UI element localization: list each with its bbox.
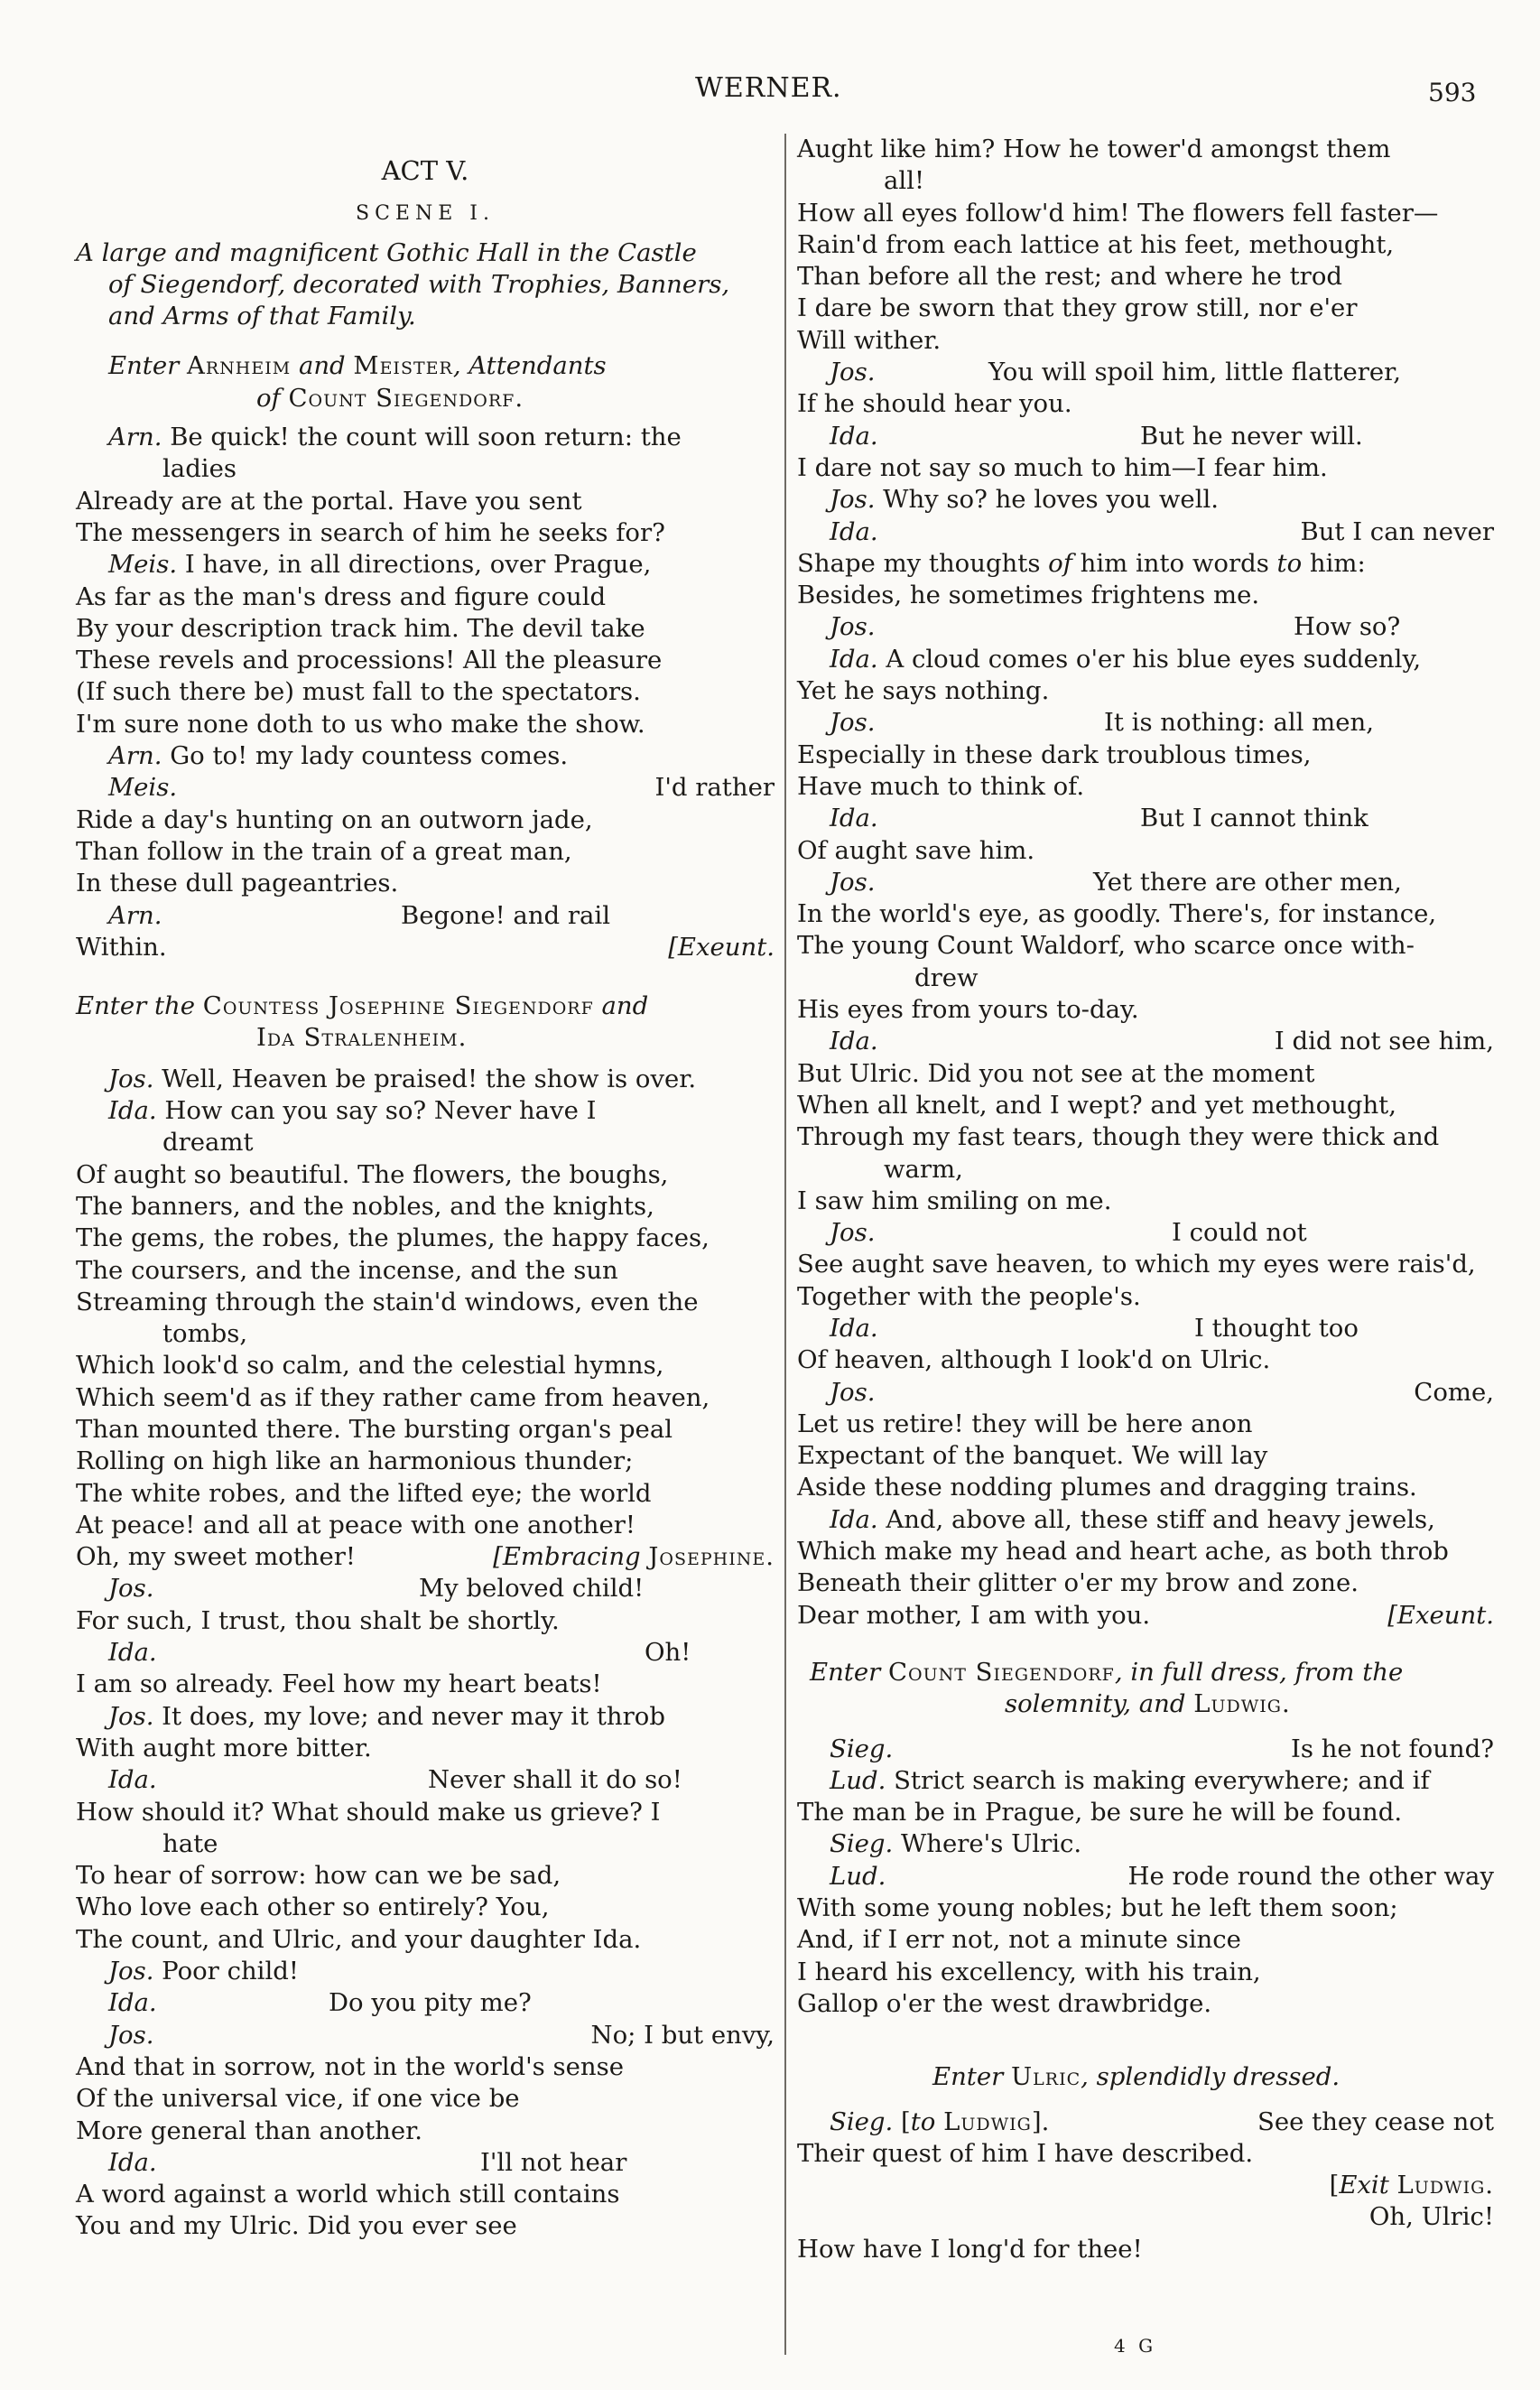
- stage-direction: of Count Siegendorf.: [256, 383, 524, 413]
- verse-line: Arn. Go to! my lady countess comes.: [108, 741, 569, 771]
- verse-line: Jos. Well, Heaven be praised! the show is over.: [108, 1064, 697, 1093]
- speaker: Ida.: [830, 516, 878, 546]
- verse-line: drew: [914, 963, 979, 992]
- verse-line: Dear mother, I am with you. [Exeunt.: [797, 1600, 1494, 1630]
- setting-line: A large and magnificent Gothic Hall in the Castle: [76, 237, 697, 267]
- verse-line: Sieg. Is he not found?: [830, 1734, 1494, 1763]
- speaker: Jos.: [830, 1218, 876, 1248]
- speaker: Ida.: [830, 421, 878, 451]
- scene-heading: SCENE I.: [356, 202, 495, 226]
- verse-line: warm,: [884, 1154, 963, 1184]
- verse-line: hate: [162, 1828, 218, 1858]
- speaker: Sieg.: [830, 2106, 894, 2136]
- stage-direction: Ida Stralenheim.: [256, 1023, 467, 1053]
- verse-line: Beneath their glitter o'er my brow and zone.: [797, 1568, 1359, 1598]
- verse-line: In these dull pageantries.: [76, 869, 399, 898]
- verse-line: Oh, Ulric!: [1368, 2202, 1494, 2232]
- verse-line: Within. [Exeunt.: [76, 932, 775, 962]
- signature-mark: 4 G: [1114, 2335, 1157, 2357]
- verse-line: You and my Ulric. Did you ever see: [76, 2211, 517, 2241]
- act-heading: ACT V.: [381, 155, 469, 186]
- verse-line: Ida. Never shall it do so!: [108, 1765, 682, 1795]
- verse-line: Ride a day's hunting on an outworn jade,: [76, 804, 593, 834]
- verse-line: The white robes, and the lifted eye; the world: [76, 1478, 652, 1508]
- verse-line: Jos. I could not: [830, 1218, 1307, 1248]
- verse-line: But Ulric. Did you not see at the moment: [797, 1058, 1315, 1088]
- verse-line: Of the universal vice, if one vice be: [76, 2084, 520, 2114]
- verse-line: I dare not say so much to him—I fear him.: [797, 452, 1328, 482]
- verse-line: Rolling on high like an harmonious thunder;: [76, 1446, 634, 1476]
- verse-line: Ida. I'll not hear: [108, 2147, 627, 2177]
- verse-line: By your description track him. The devil take: [76, 613, 645, 643]
- verse-line: Gallop o'er the west drawbridge.: [797, 1988, 1212, 2018]
- verse-line: Meis. I'd rather: [108, 773, 775, 803]
- verse-line: To hear of sorrow: how can we be sad,: [76, 1861, 561, 1891]
- verse-line: (If such there be) must fall to the spectators.: [76, 677, 641, 707]
- verse-line: Jos. Come,: [830, 1377, 1494, 1407]
- verse-line: The count, and Ulric, and your daughter Ida.: [76, 1924, 642, 1954]
- verse-line: Ida. A cloud comes o'er his blue eyes suddenly,: [830, 644, 1422, 674]
- verse-line: How have I long'd for thee!: [797, 2234, 1143, 2264]
- verse-line: Besides, he sometimes frightens me.: [797, 581, 1260, 610]
- verse-line: Jos. It does, my love; and never may it throb: [108, 1701, 665, 1731]
- verse-line: Ida. But I cannot think: [830, 804, 1368, 833]
- verse-line: Than follow in the train of a great man,: [76, 836, 572, 866]
- verse-line: Have much to think of.: [797, 771, 1085, 801]
- speaker: Jos.: [108, 1957, 154, 1986]
- verse-line: Oh, my sweet mother! [Embracing Josephine.: [76, 1542, 775, 1572]
- speaker: Ida.: [830, 804, 878, 833]
- verse-line: Will wither.: [797, 325, 942, 355]
- speaker: Arn.: [108, 423, 162, 452]
- verse-line: Aside these nodding plumes and dragging trains.: [797, 1473, 1417, 1502]
- setting-line: and Arms of that Family.: [108, 302, 416, 331]
- right-column: [797, 134, 1494, 2265]
- verse-line: These revels and processions! All the pleasure: [76, 646, 663, 675]
- verse-line: tombs,: [162, 1319, 248, 1349]
- verse-line: Let us retire! they will be here anon: [797, 1409, 1253, 1438]
- speaker: Jos.: [830, 612, 876, 642]
- speaker: Lud.: [830, 1861, 886, 1891]
- verse-line: I am so already. Feel how my heart beats!: [76, 1669, 602, 1699]
- verse-line: Meis. I have, in all directions, over Prague,: [108, 550, 652, 580]
- verse-line: Lud. Strict search is making everywhere; and if: [830, 1765, 1430, 1795]
- verse-line: Ida. I thought too: [830, 1313, 1359, 1343]
- column-divider: [784, 134, 786, 2355]
- verse-line: Through my fast tears, though they were thick and: [797, 1122, 1440, 1152]
- verse-line: all!: [884, 166, 925, 196]
- verse-line: The gems, the robes, the plumes, the happy faces,: [76, 1223, 710, 1253]
- speaker: Arn.: [108, 741, 162, 771]
- verse-line: Jos. You will spoil him, little flatterer,: [830, 358, 1402, 387]
- verse-line: Ida. But I can never: [830, 516, 1494, 546]
- speaker: Ida.: [108, 1638, 157, 1668]
- verse-line: Jos. Poor child!: [108, 1957, 299, 1986]
- stage-direction: Enter Arnheim and Meister, Attendants: [108, 351, 607, 381]
- verse-line: How all eyes follow'd him! The flowers fell faster—: [797, 198, 1439, 228]
- verse-line: Already are at the portal. Have you sent: [76, 486, 582, 516]
- speaker: Ida.: [830, 1313, 878, 1343]
- verse-line: Ida. I did not see him,: [830, 1027, 1494, 1056]
- verse-line: Yet he says nothing.: [797, 676, 1050, 706]
- left-column: [76, 135, 775, 2243]
- speaker: Sieg.: [830, 1829, 894, 1859]
- verse-line: See aught save heaven, to which my eyes were rais'd,: [797, 1250, 1476, 1279]
- verse-line: With some young nobles; but he left them soon;: [797, 1893, 1398, 1923]
- speaker: Sieg.: [830, 1734, 894, 1763]
- verse-line: Who love each other so entirely? You,: [76, 1892, 550, 1922]
- verse-line: Expectant of the banquet. We will lay: [797, 1441, 1268, 1471]
- verse-line: I saw him smiling on me.: [797, 1186, 1112, 1215]
- speaker: Jos.: [830, 485, 876, 515]
- speaker: Ida.: [108, 2147, 157, 2177]
- verse-line: Aught like him? How he tower'd amongst them: [797, 135, 1391, 163]
- verse-line: Ida. But he never will.: [830, 421, 1363, 451]
- speaker: Jos.: [108, 2020, 154, 2050]
- speaker: Ida.: [108, 1988, 157, 2018]
- verse-line: Of aught so beautiful. The flowers, the boughs,: [76, 1159, 669, 1189]
- verse-line: I heard his excellency, with his train,: [797, 1957, 1261, 1986]
- verse-line: Shape my thoughts of him into words to him:: [797, 548, 1366, 578]
- speaker: Lud.: [830, 1765, 886, 1795]
- stage-direction: Enter Ulric, splendidly dressed.: [932, 2062, 1341, 2092]
- verse-line: Ida. Do you pity me?: [108, 1988, 532, 2018]
- verse-line: How should it? What should make us grieve? I: [76, 1797, 661, 1827]
- verse-line: And that in sorrow, not in the world's sense: [76, 2051, 625, 2081]
- verse-line: Sieg. Where's Ulric.: [830, 1829, 1082, 1859]
- speaker: Meis.: [108, 773, 178, 803]
- speaker: Ida.: [830, 644, 878, 674]
- verse-line: Which look'd so calm, and the celestial hymns,: [76, 1351, 664, 1381]
- verse-line: Than mounted there. The bursting organ's peal: [76, 1414, 673, 1444]
- verse-line: Arn. Begone! and rail: [108, 900, 611, 930]
- verse-line: The banners, and the nobles, and the knights,: [76, 1191, 654, 1221]
- page-title: WERNER.: [695, 72, 842, 104]
- verse-line: I'm sure none doth to us who make the show.: [76, 709, 645, 739]
- verse-line: The messengers in search of him he seeks for?: [76, 517, 665, 547]
- verse-line: Of heaven, although I look'd on Ulric.: [797, 1345, 1271, 1375]
- verse-line: Lud. He rode round the other way: [830, 1861, 1494, 1891]
- speaker: Meis.: [108, 550, 178, 580]
- verse-line: Especially in these dark troublous times,: [797, 739, 1312, 769]
- verse-line: Together with the people's.: [797, 1281, 1141, 1311]
- speaker: Ida.: [108, 1096, 157, 1126]
- verse-line: Rain'd from each lattice at his feet, methought,: [797, 229, 1395, 259]
- verse-line: I dare be sworn that they grow still, nor e'er: [797, 293, 1358, 323]
- verse-line: Ida. How can you say so? Never have I: [108, 1096, 597, 1126]
- verse-line: When all knelt, and I wept? and yet methought,: [797, 1090, 1396, 1120]
- verse-line: Ida. And, above all, these stiff and heavy jewels,: [830, 1504, 1435, 1534]
- verse-line: The man be in Prague, be sure he will be found.: [797, 1798, 1403, 1827]
- verse-line: In the world's eye, as goodly. There's, for instance,: [797, 899, 1437, 929]
- verse-line: Jos. Yet there are other men,: [830, 867, 1402, 897]
- verse-line: dreamt: [162, 1128, 254, 1158]
- verse-line: If he should hear you.: [797, 389, 1072, 419]
- verse-line: Their quest of him I have described.: [797, 2138, 1254, 2168]
- verse-line: The young Count Waldorf, who scarce once with-: [797, 931, 1415, 961]
- speaker: Ida.: [830, 1027, 878, 1056]
- verse-line: The coursers, and the incense, and the sun: [76, 1255, 618, 1285]
- verse-line: At peace! and all at peace with one another!: [76, 1510, 635, 1539]
- verse-line: Jos. My beloved child!: [108, 1574, 645, 1604]
- running-head: [0, 72, 1540, 108]
- verse-line: For such, I trust, thou shalt be shortly.: [76, 1605, 560, 1635]
- speaker: Ida.: [830, 1504, 878, 1534]
- speaker: Jos.: [830, 358, 876, 387]
- verse-line: More general than another.: [76, 2116, 422, 2145]
- verse-line: Streaming through the stain'd windows, even the: [76, 1287, 699, 1316]
- stage-direction: solemnity, and Ludwig.: [1005, 1689, 1290, 1719]
- verse-line: With aught more bitter.: [76, 1733, 372, 1762]
- speaker: Ida.: [108, 1765, 157, 1795]
- verse-line: Than before all the rest; and where he trod: [797, 262, 1342, 292]
- verse-line: Arn. Be quick! the count will soon return: the: [108, 423, 682, 452]
- verse-line: Jos. Why so? he loves you well.: [830, 485, 1220, 515]
- stage-direction: Enter the Countess Josephine Siegendorf and: [76, 991, 649, 1021]
- stage-direction: Enter Count Siegendorf, in full dress, from the: [810, 1657, 1404, 1687]
- setting-line: of Siegendorf, decorated with Trophies, Banners,: [108, 269, 730, 299]
- verse-line: A word against a world which still contains: [76, 2180, 620, 2209]
- verse-line: And, if I err not, not a minute since: [797, 1925, 1241, 1955]
- verse-line: Of aught save him.: [797, 835, 1035, 865]
- page-number: 593: [1428, 78, 1477, 107]
- verse-line: Ida. Oh!: [108, 1638, 691, 1668]
- verse-line: Jos. How so?: [830, 612, 1401, 642]
- verse-line: Which make my head and heart ache, as both throb: [797, 1537, 1449, 1567]
- verse-line: [Exit Ludwig.: [1329, 2171, 1494, 2200]
- speaker: Arn.: [108, 900, 162, 930]
- speaker: Jos.: [830, 1377, 876, 1407]
- speaker: Jos.: [830, 867, 876, 897]
- speaker: Jos.: [830, 708, 876, 738]
- verse-line: His eyes from yours to-day.: [797, 995, 1139, 1025]
- verse-line: ladies: [162, 454, 237, 484]
- verse-line: Which seem'd as if they rather came from heaven,: [76, 1382, 710, 1412]
- verse-line: Jos. No; I but envy,: [108, 2020, 775, 2050]
- speaker: Jos.: [108, 1574, 154, 1604]
- verse-line: Sieg. [to Ludwig]. See they cease not: [830, 2106, 1494, 2136]
- verse-line: As far as the man's dress and figure could: [76, 581, 607, 611]
- verse-line: Jos. It is nothing: all men,: [830, 708, 1374, 738]
- speaker: Jos.: [108, 1064, 154, 1093]
- speaker: Jos.: [108, 1701, 154, 1731]
